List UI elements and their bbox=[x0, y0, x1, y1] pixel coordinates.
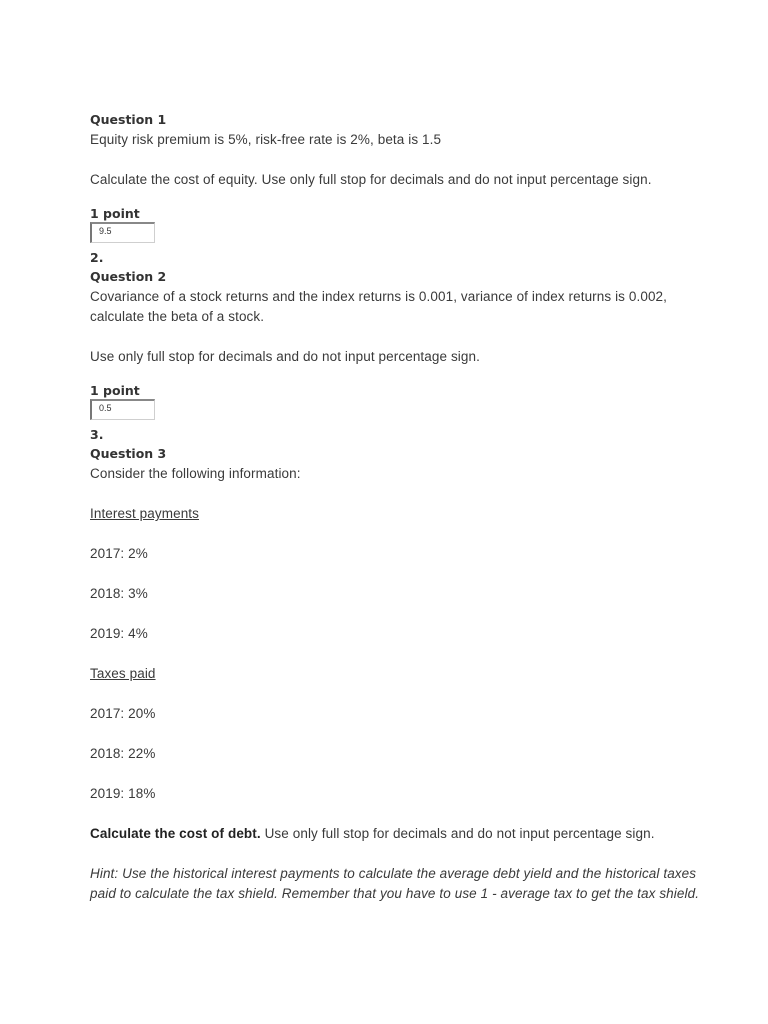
question-2-instruction: Use only full stop for decimals and do not input percentage sign. bbox=[90, 349, 480, 364]
instruction-bold: Calculate the cost of debt. bbox=[90, 826, 261, 841]
hint-line-1: Hint: Use the historical interest payments to calculate the average debt yield and the historical taxes bbox=[90, 866, 697, 881]
question-2-heading: Question 2 bbox=[90, 269, 167, 284]
question-2-points: 1 point bbox=[90, 383, 140, 398]
question-1-heading: Question 1 bbox=[90, 112, 167, 127]
taxes-2017: 2017: 20% bbox=[90, 706, 156, 721]
quiz-page bbox=[90, 110, 730, 904]
interest-2019: 2019: 4% bbox=[90, 626, 148, 641]
question-2-number: 2. bbox=[90, 250, 104, 265]
interest-payments-title: Interest payments bbox=[90, 506, 200, 521]
question-3-intro: Consider the following information: bbox=[90, 466, 301, 481]
interest-2018: 2018: 3% bbox=[90, 586, 148, 601]
question-1-points: 1 point bbox=[90, 206, 140, 221]
question-3-heading: Question 3 bbox=[90, 446, 167, 461]
interest-2017: 2017: 2% bbox=[90, 546, 148, 561]
question-3 bbox=[90, 426, 730, 904]
question-2 bbox=[90, 249, 730, 420]
question-1 bbox=[90, 110, 730, 243]
question-3-instruction bbox=[90, 824, 730, 844]
question-3-number: 3. bbox=[90, 427, 104, 442]
taxes-2019: 2019: 18% bbox=[90, 786, 156, 801]
hint-line-2: paid to calculate the tax shield. Remember that you have to use 1 - average tax to get the tax shield. bbox=[90, 886, 700, 901]
question-1-text: Equity risk premium is 5%, risk-free rate is 2%, beta is 1.5 bbox=[90, 132, 442, 147]
question-1-instruction: Calculate the cost of equity. Use only full stop for decimals and do not input percentage sign. bbox=[90, 172, 652, 187]
question-2-text-cont: calculate the beta of a stock. bbox=[90, 309, 265, 324]
taxes-2018: 2018: 22% bbox=[90, 746, 156, 761]
question-2-text: Covariance of a stock returns and the index returns is 0.001, variance of index returns is 0.002, bbox=[90, 289, 668, 304]
taxes-paid-title: Taxes paid bbox=[90, 666, 156, 681]
question-1-answer-input[interactable]: 9.5 bbox=[90, 222, 155, 243]
instruction-rest: Use only full stop for decimals and do not input percentage sign. bbox=[260, 826, 655, 841]
question-2-answer-input[interactable]: 0.5 bbox=[90, 399, 155, 420]
